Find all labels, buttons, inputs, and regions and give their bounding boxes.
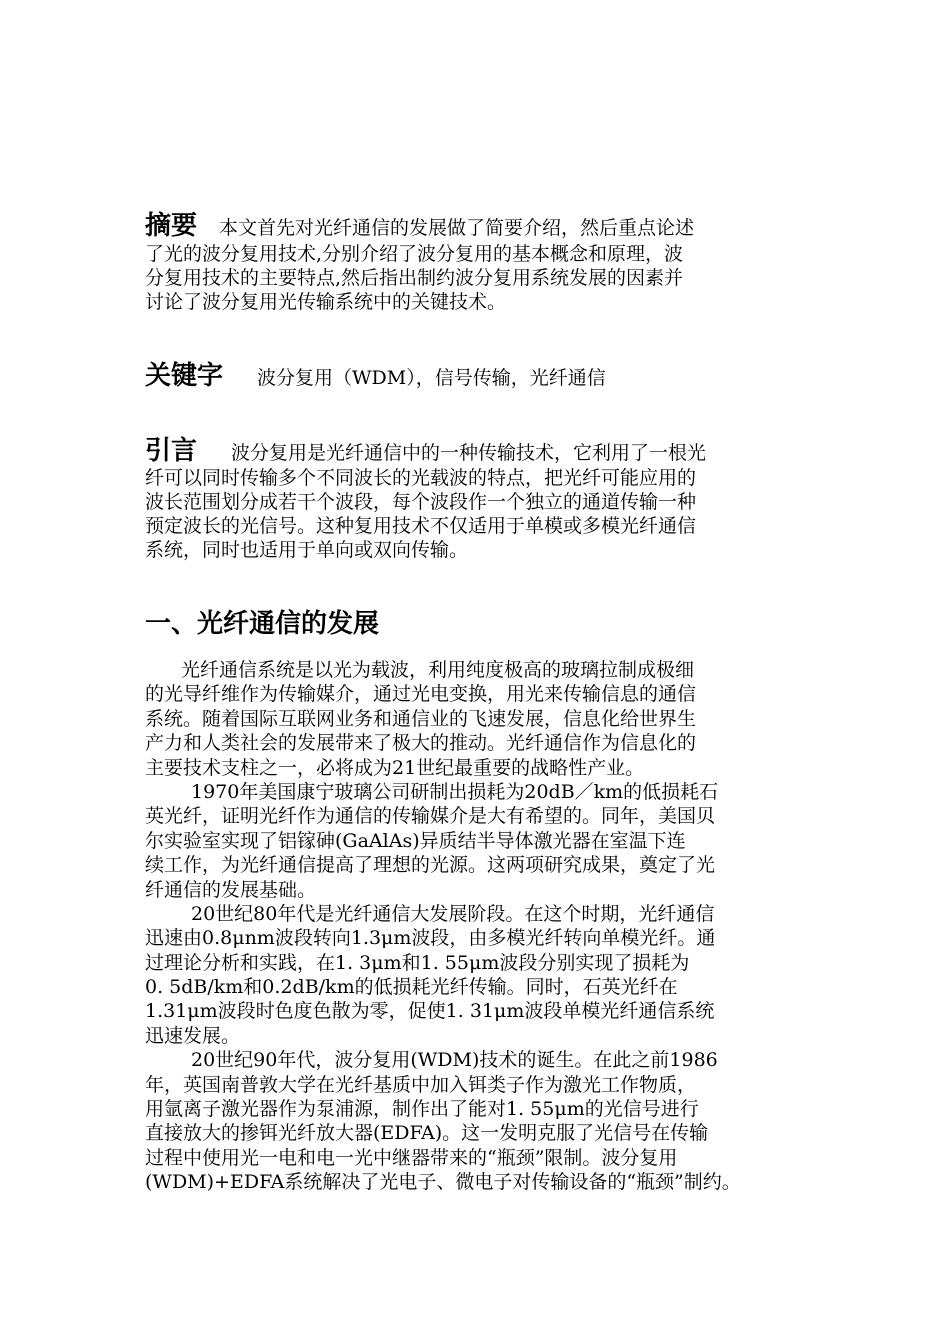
intro-line-3: 波长范围划分成若干个波段，每个波段作一个独立的通道传输一种 — [145, 491, 697, 513]
body-line: 的光导纤维作为传输媒介，通过光电变换，用光来传输信息的通信 — [145, 683, 697, 706]
intro-line-5: 系统，同时也适用于单向或双向传输。 — [145, 539, 469, 561]
body-line: (WDM)+EDFA系统解决了光电子、微电子对传输设备的“瓶颈”制约。 — [145, 1171, 741, 1194]
body-line: 0. 5dB/km和0.2dB/km的低损耗光纤传输。同时，石英光纤在 — [145, 976, 678, 999]
keywords-text: 波分复用（WDM），信号传输，光纤通信 — [257, 367, 606, 389]
body-line: 主要技术支柱之一，必将成为21世纪最重要的战略性产业。 — [145, 756, 645, 779]
body-line: 产力和人类社会的发展带来了极大的推动。光纤通信作为信息化的 — [145, 732, 697, 755]
section-1-title: 一、光纤通信的发展 — [145, 609, 380, 639]
body-line: 光纤通信系统是以光为载波，利用纯度极高的玻璃拉制成极细 — [181, 659, 695, 681]
keywords-line — [145, 360, 825, 392]
intro-line-2: 纤可以同时传输多个不同波长的光载波的特点，把光纤可能应用的 — [145, 467, 697, 489]
intro-text: 波分复用是光纤通信中的一种传输技术，它利用了一根光 — [231, 442, 707, 464]
body-line: 过程中使用光一电和电一光中继器带来的“瓶颈”限制。波分复用 — [145, 1146, 678, 1169]
document-page — [145, 0, 825, 1344]
abstract-line-4: 讨论了波分复用光传输系统中的关键技术。 — [145, 291, 507, 313]
abstract-line-1 — [145, 210, 825, 242]
abstract-heading: 摘要 — [145, 211, 198, 241]
abstract-text: 本文首先对光纤通信的发展做了简要介绍，然后重点论述 — [219, 217, 695, 239]
body-line: 迅速由0.8μnm波段转向1.3μm波段，由多模光纤转向单模光纤。通 — [145, 927, 716, 950]
body-line: 20世纪80年代是光纤通信大发展阶段。在这个时期，光纤通信 — [191, 902, 715, 925]
intro-section — [145, 436, 825, 562]
section-1-body — [145, 658, 825, 1195]
body-line: 20世纪90年代，波分复用(WDM)技术的诞生。在此之前1986 — [191, 1049, 718, 1072]
body-line: 系统。随着国际互联网业务和通信业的飞速发展，信息化给世界生 — [145, 707, 697, 730]
intro-line-1 — [145, 436, 825, 466]
abstract-section — [145, 210, 825, 314]
abstract-line-2: 了光的波分复用技术,分别介绍了波分复用的基本概念和原理，波 — [145, 243, 684, 265]
intro-heading: 引言 — [145, 436, 198, 466]
keywords-heading: 关键字 — [145, 361, 224, 391]
abstract-line-3: 分复用技术的主要特点,然后指出制约波分复用系统发展的因素并 — [145, 267, 684, 289]
keywords-section — [145, 360, 825, 392]
body-line: 直接放大的掺铒光纤放大器(EDFA)。这一发明克服了光信号在传输 — [145, 1122, 709, 1145]
body-line: 纤通信的发展基础。 — [145, 878, 317, 901]
body-line: 续工作，为光纤通信提高了理想的光源。这两项研究成果，奠定了光 — [145, 854, 716, 877]
body-line: 1970年美国康宁玻璃公司研制出损耗为20dB／km的低损耗石 — [191, 780, 719, 803]
intro-line-4: 预定波长的光信号。这种复用技术不仅适用于单模或多模光纤通信 — [145, 515, 697, 537]
body-line: 迅速发展。 — [145, 1024, 241, 1047]
body-line: 过理论分析和实践，在1. 3μm和1. 55μm波段分别实现了损耗为 — [145, 951, 690, 974]
body-line: 年，英国南普敦大学在光纤基质中加入铒类子作为激光工作物质， — [145, 1073, 697, 1096]
body-line: 英光纤，证明光纤作为通信的传输媒介是大有希望的。同年，美国贝 — [145, 805, 716, 828]
body-line: 用氩离子激光器作为泵浦源，制作出了能对1. 55μm的光信号进行 — [145, 1098, 699, 1121]
body-line: 尔实验室实现了铝镓砷(GaAlAs)异质结半导体激光器在室温下连 — [145, 829, 686, 852]
body-line: 1.31μm波段时色度色散为零，促使1. 31μm波段单模光纤通信系统 — [145, 1000, 715, 1023]
